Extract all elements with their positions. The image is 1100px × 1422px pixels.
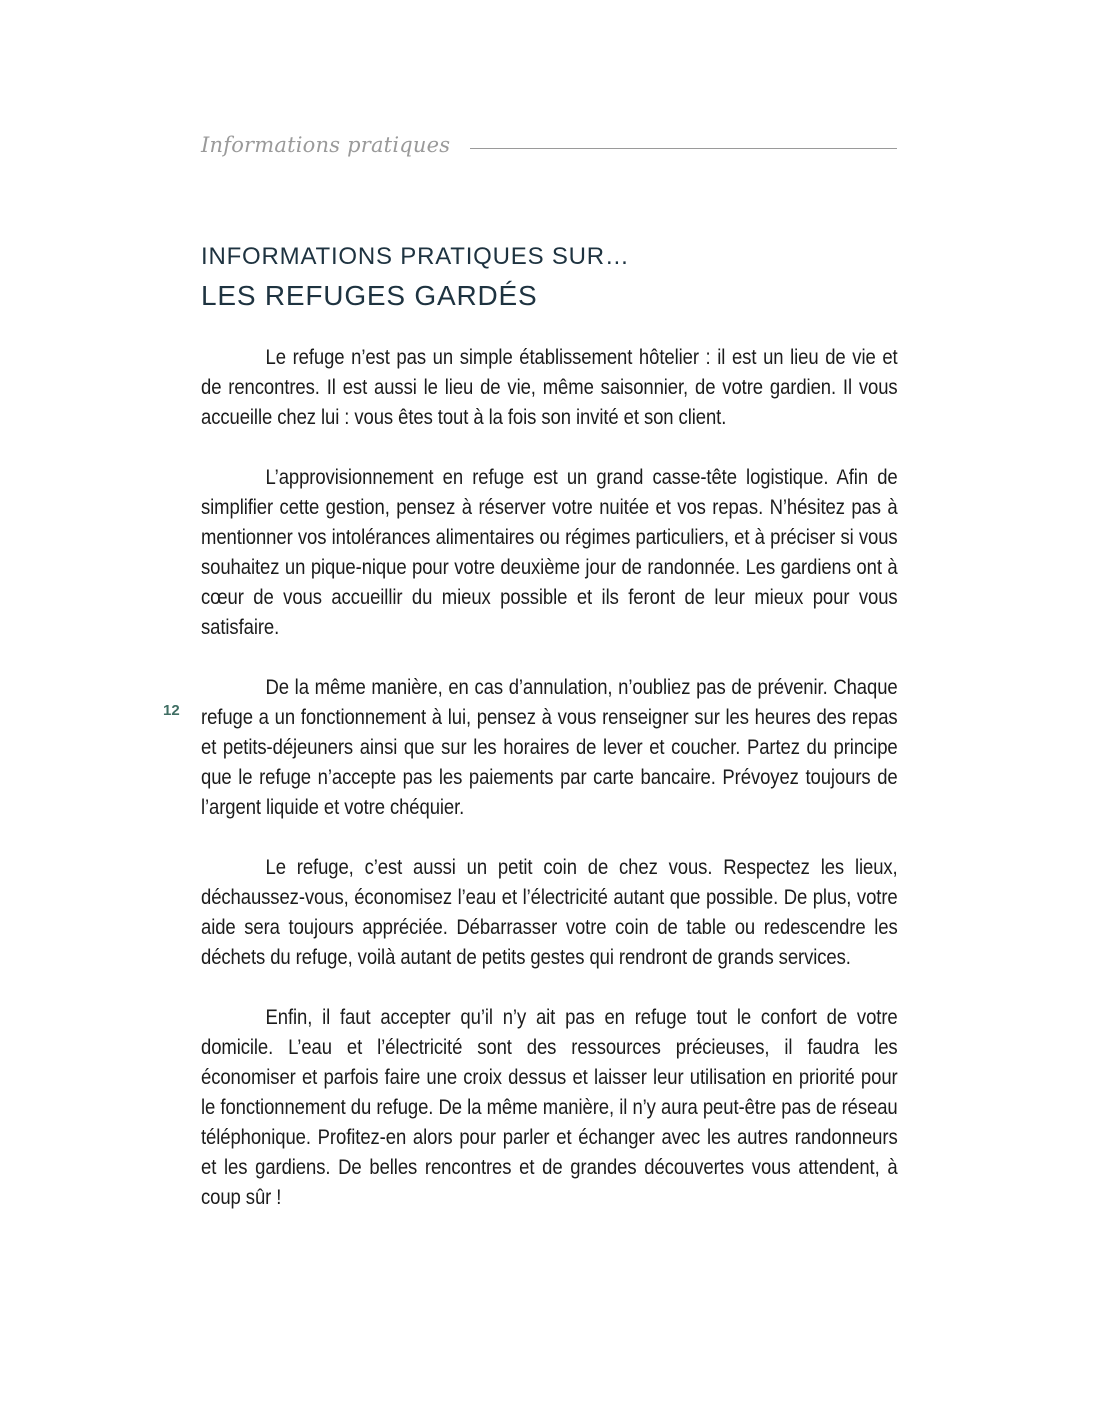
section-title: LES REFUGES GARDÉS: [201, 280, 538, 311]
paragraph: De la même manière, en cas d’annulation, n’oubliez pas de prévenir. Chaque refuge a un fonctionnement à lui, pensez à vous renseigner sur les heures des repas et petits-déjeuners ainsi que sur les horaires de lever et coucher. Partez du principe que le refuge n’accepte pas les paiements par carte bancaire. Prévoyez toujours de l’argent liquide et votre chéquier.: [201, 675, 898, 819]
paragraph: L’approvisionnement en refuge est un grand casse-tête logistique. Afin de simplifier cette gestion, pensez à réserver votre nuitée et vos repas. N’hésitez pas à mentionner vos intolérances alimentaires ou régimes particuliers, et à préciser si vous souhaitez un pique-nique pour votre deuxième jour de randonnée. Les gardiens ont à cœur de vous accueillir du mieux possible et ils feront de leur mieux pour vous satisfaire.: [201, 465, 898, 639]
body-text: [201, 342, 898, 1242]
running-head-rule: [470, 148, 897, 149]
paragraph: Le refuge n’est pas un simple établissement hôtelier : il est un lieu de vie et de rencontres. Il est aussi le lieu de vie, même saisonnier, de votre gardien. Il vous accueille chez lui : vous êtes tout à la fois son invité et son client.: [201, 345, 898, 429]
paragraph: Le refuge, c’est aussi un petit coin de chez vous. Respectez les lieux, déchaussez-vous, économisez l’eau et l’électricité autant que possible. De plus, votre aide sera toujours appréciée. Débarrasser votre coin de table ou redescendre les déchets du refuge, voilà autant de petits gestes qui rendront de grands services.: [201, 855, 898, 969]
section-kicker: INFORMATIONS PRATIQUES SUR…: [201, 243, 630, 270]
page-number: 12: [163, 702, 180, 719]
paragraph: Enfin, il faut accepter qu’il n’y ait pas en refuge tout le confort de votre domicile. L’eau et l’électricité sont des ressources précieuses, il faudra les économiser et parfois faire une croix dessus et laisser leur utilisation en priorité pour le fonctionnement du refuge. De la même manière, il n’y aura peut-être pas de réseau téléphonique. Profitez-en alors pour parler et échanger avec les autres randonneurs et les gardiens. De belles rencontres et de grandes découvertes vous attendent, à coup sûr !: [201, 1005, 898, 1209]
running-head-title: Informations pratiques: [201, 133, 451, 157]
